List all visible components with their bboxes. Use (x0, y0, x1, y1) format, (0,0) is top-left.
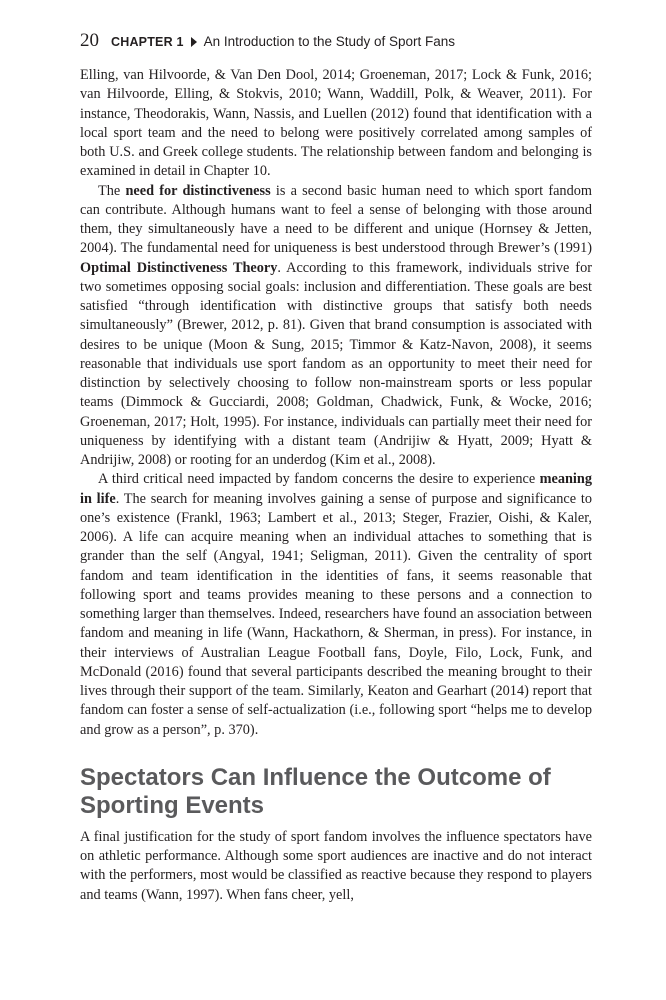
paragraph-text: The (98, 182, 126, 199)
key-term-optimal-distinctiveness-theory: Optimal Distinctiveness Theory (80, 259, 278, 276)
paragraph-spectator-influence: A final justification for the study of sport fandom involves the influence spectators have on athletic performance. Although some sport audiences are inactive and do not interact with the performers, most would be classified as reactive because they respond to players and teams (Wann, 1997). When fans cheer, yell, (80, 828, 592, 903)
paragraph-text: . According to this framework, individuals strive for two sometimes opposing social goals: inclusion and differentiation. These goals are best satisfied “through identification with distinctive groups that satisfy both needs simultaneously” (Brewer, 2012, p. 81). Given that brand consumption is associated with desires to be unique (Moon & Sung, 2015; Timmor & Katz-Navon, 2008), it seems reasonable that individuals use sport fandom as an opportunity to meet their need for distinction by selectively choosing to follow non-mainstream sports or less popular teams (Dimmock & Gucciardi, 2008; Goldman, Chadwick, Funk, & Wocke, 2016; Groeneman, 2017; Holt, 1995). For instance, individuals can partially meet their need for uniqueness by identifying with a distant team (Andrijiw & Hyatt, 2009; Hyatt & Andrijiw, 2008) or rooting for an underdog (Kim et al., 2008). (80, 259, 592, 468)
running-head (80, 30, 592, 52)
chapter-label: CHAPTER 1 (111, 35, 184, 49)
key-term-need-for-distinctiveness: need for distinctiveness (125, 182, 271, 199)
paragraph-text: . The search for meaning involves gaining a sense of purpose and significance to one’s existence (Frankl, 1963; Lambert et al., 2013; Steger, Frazier, Oishi, & Kaler, 2006). A life can acquire meaning when an individual attaches to something that is grander than the self (Angyal, 1941; Seligman, 2011). Given the centrality of sport fandom and team identification in the identities of fans, it seems reasonable that following sport and teams provides meaning to these persons and a connection to something larger than themselves. Indeed, researchers have found an association between fandom and meaning in life (Wann, Hackathorn, & Sherman, in press). For instance, in their interviews of Australian League Football fans, Doyle, Filo, Lock, Funk, and McDonald (2016) found that several participants described the meaning brought to their lives through their support of the team. Similarly, Keaton and Gearhart (2014) report that fandom can foster a sense of self-actualization (i.e., following sport “helps me to develop and grow as a person”, p. 370). (80, 490, 592, 738)
section-heading: Spectators Can Influence the Outcome of Sporting Events (80, 763, 551, 819)
paragraph-text: A third critical need impacted by fandom concerns the desire to experience (98, 471, 540, 488)
book-page (80, 30, 592, 980)
page-number: 20 (80, 30, 99, 51)
paragraph-distinctiveness (80, 182, 592, 471)
paragraph-text: is a second basic human need to which sport fandom can contribute. Although humans want to feel a sense of belonging with those around them, they simultaneously have a need to be different and unique (Hornsey & Jetten, 2004). The fundamental need for uniqueness is best understood through Brewer’s (1991) (80, 182, 592, 257)
right-triangle-icon (191, 37, 197, 47)
paragraph-meaning-in-life (80, 470, 592, 740)
chapter-title: An Introduction to the Study of Sport Fans (203, 34, 456, 49)
key-term-meaning-in-life: meaning in life (80, 471, 592, 507)
paragraph-belonging: Elling, van Hilvoorde, & Van Den Dool, 2014; Groeneman, 2017; Lock & Funk, 2016; van Hilvoorde, Elling, & Stokvis, 2010; Wann, Waddill, Polk, & Weaver, 2011). For instance, Theodorakis, Wann, Nassis, and Luellen (2012) found that identification with a local sport team and the need to belong were positively correlated among samples of both U.S. and Greek college students. The relationship between fandom and belonging is examined in detail in Chapter 10. (80, 67, 592, 180)
